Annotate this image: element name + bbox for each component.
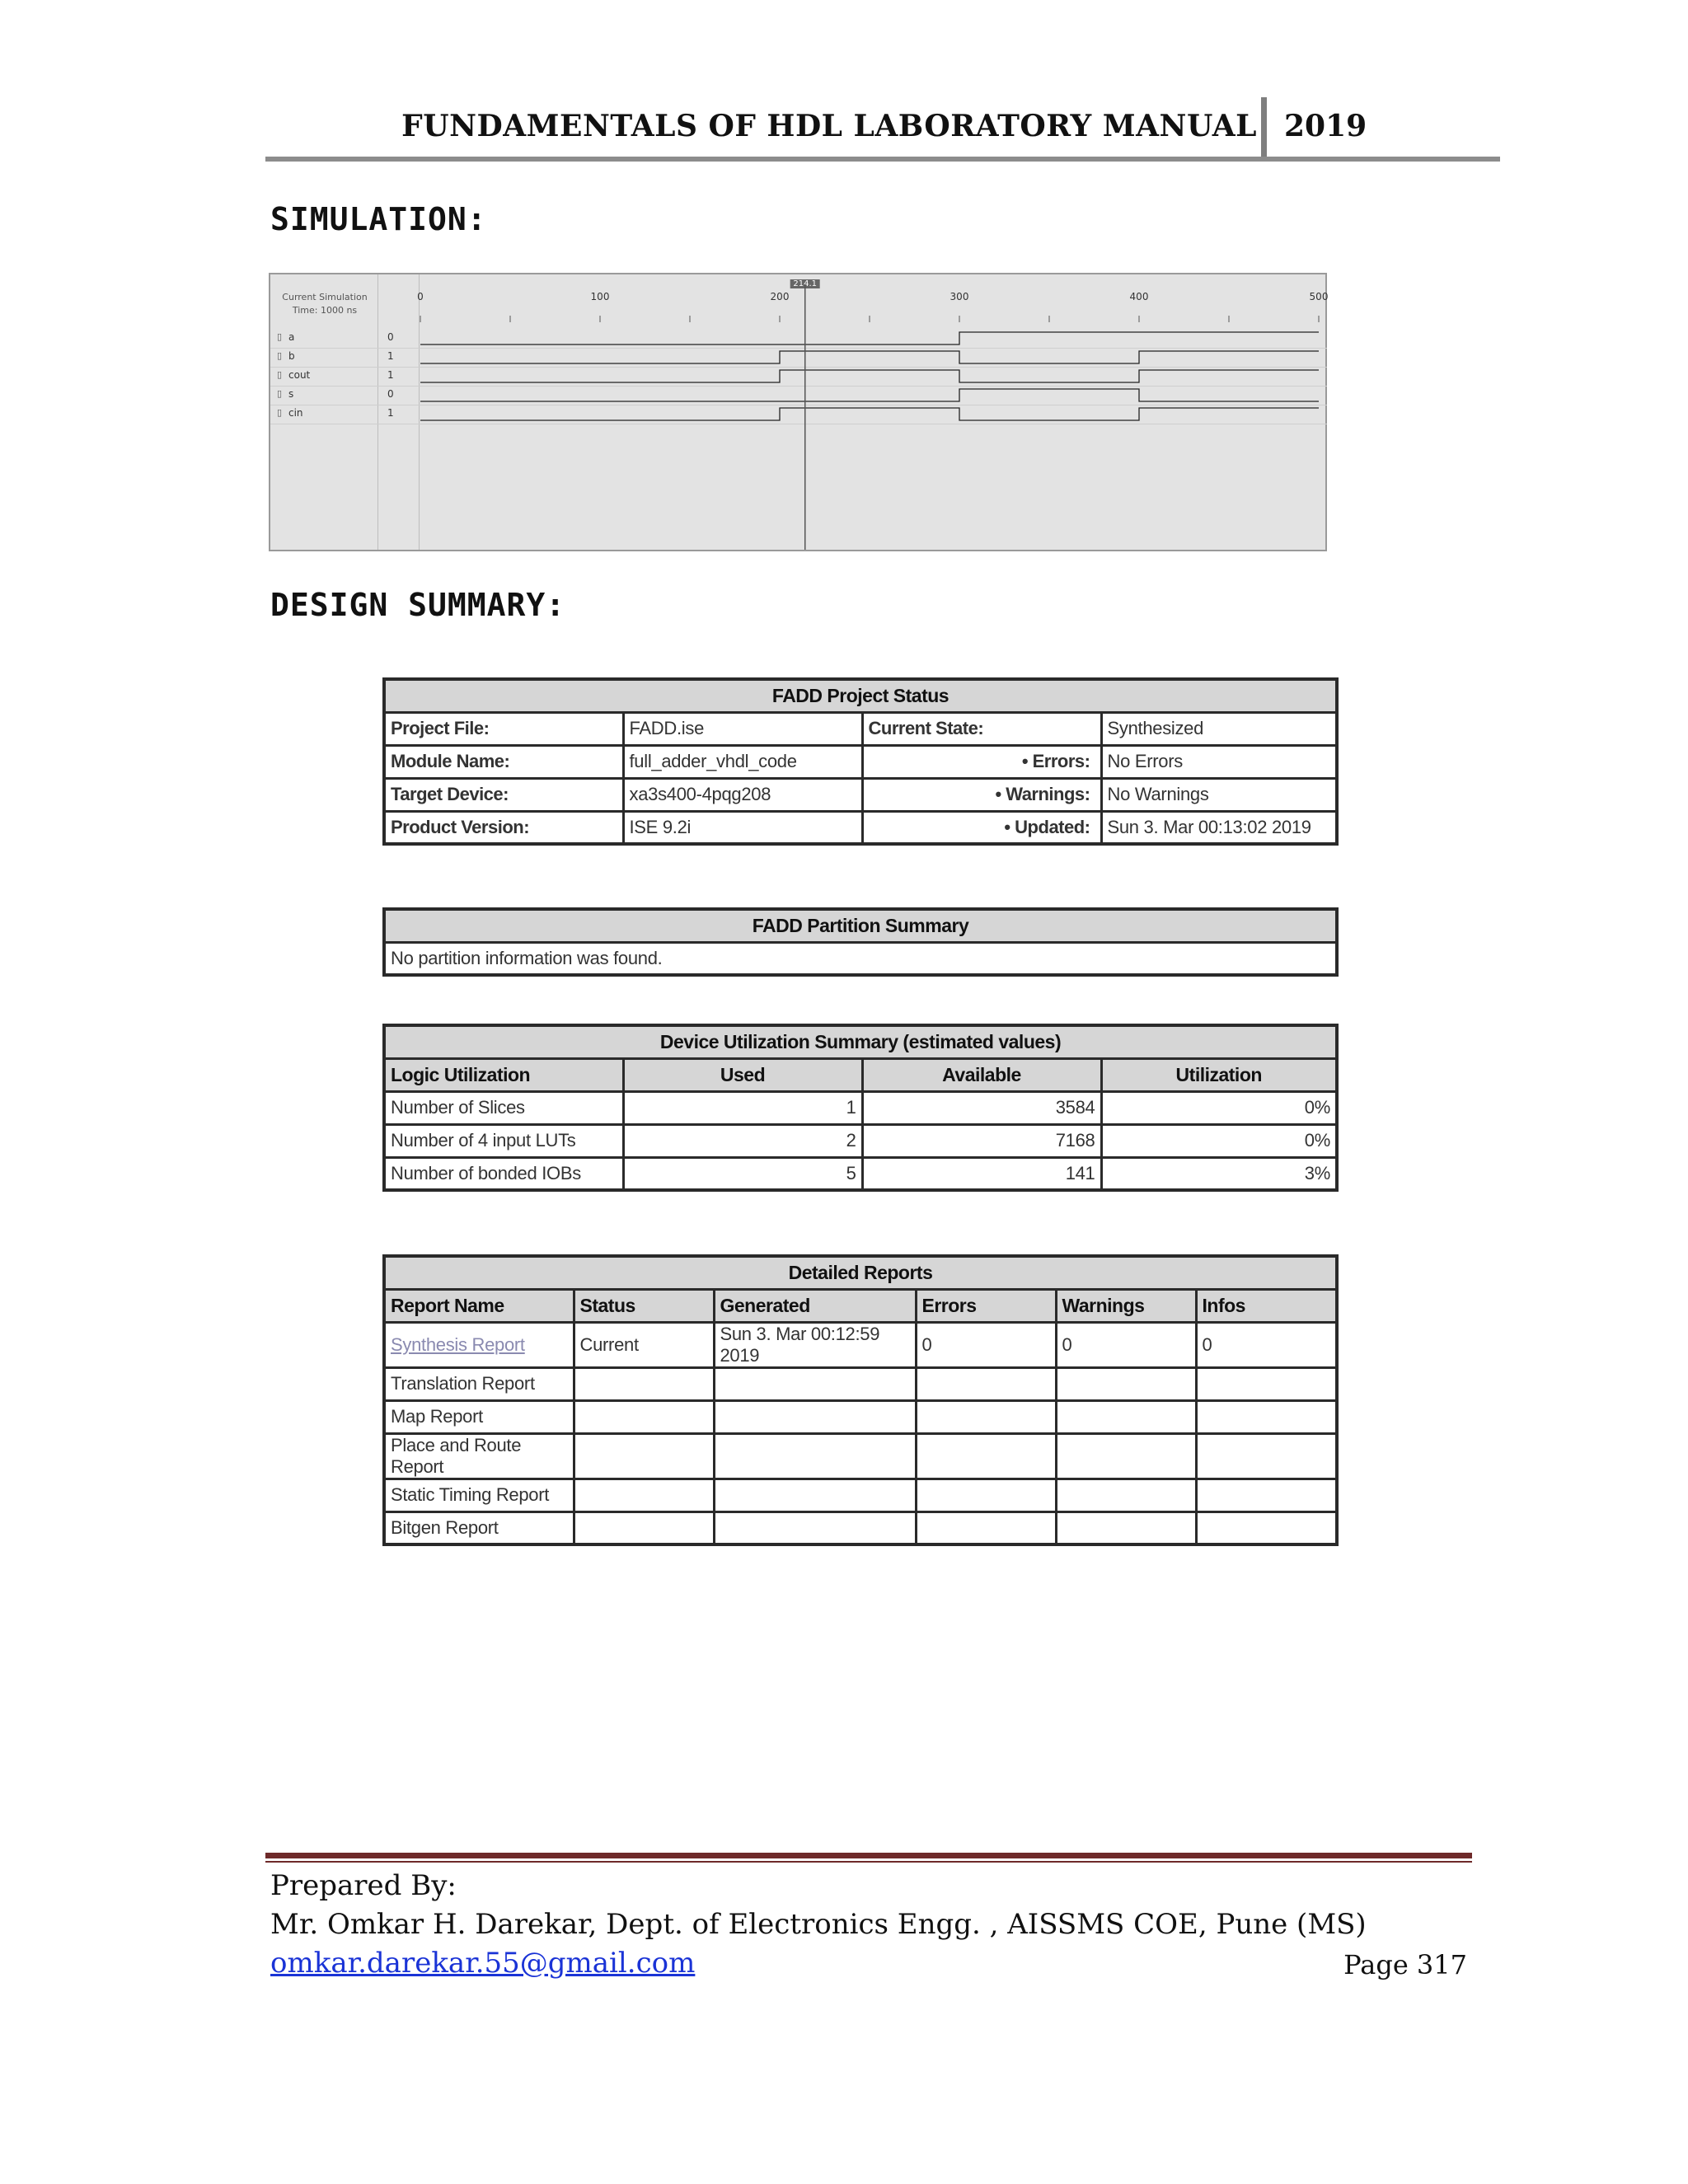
table-cell — [574, 1400, 714, 1433]
signal-icon: ▯ — [277, 388, 283, 399]
table-row — [384, 1157, 1337, 1190]
table-cell — [916, 1433, 1056, 1479]
table-cell — [714, 1367, 916, 1400]
table-cell — [1056, 1400, 1196, 1433]
table-cell: 3584 — [862, 1091, 1101, 1124]
field-value: Synthesized — [1101, 712, 1337, 745]
email-line — [270, 1947, 695, 1980]
author-email-link[interactable]: omkar.darekar.55@gmail.com — [270, 1947, 696, 1980]
field-value: full_adder_vhdl_code — [623, 745, 862, 778]
waveform-trace — [420, 389, 1319, 401]
field-label: • Warnings: — [862, 778, 1101, 811]
table-cell — [1196, 1367, 1337, 1400]
table-cell — [714, 1433, 916, 1479]
signal-name[interactable]: s — [288, 388, 294, 400]
table-cell: 141 — [862, 1157, 1101, 1190]
signal-name[interactable]: cin — [288, 407, 303, 419]
simulation-heading: SIMULATION: — [270, 201, 487, 237]
detailed-reports-table — [382, 1254, 1339, 1546]
signal-icon: ▯ — [277, 407, 283, 418]
field-label: Project File: — [384, 712, 623, 745]
table-cell: Map Report — [384, 1400, 574, 1433]
table-row — [384, 1322, 1337, 1367]
column-header: Used — [623, 1058, 862, 1091]
column-header: Logic Utilization — [384, 1058, 623, 1091]
table-row — [384, 811, 1337, 844]
table-row — [384, 778, 1337, 811]
device-utilization-caption: Device Utilization Summary (estimated values) — [384, 1025, 1337, 1058]
time-value: Time: 1000 ns — [292, 305, 358, 316]
table-cell — [1056, 1511, 1196, 1544]
table-cell: Place and Route Report — [384, 1433, 574, 1479]
table-cell: 5 — [623, 1157, 862, 1190]
header-separator — [1261, 97, 1267, 158]
footer-rule — [265, 1853, 1472, 1858]
table-cell: 3% — [1101, 1157, 1337, 1190]
column-header: Utilization — [1101, 1058, 1337, 1091]
table-cell — [1196, 1479, 1337, 1511]
column-header: Infos — [1196, 1289, 1337, 1322]
simulation-waveform — [269, 273, 1327, 551]
column-header: Report Name — [384, 1289, 574, 1322]
waveform-trace — [420, 408, 1319, 420]
axis-tick-label: 400 — [1129, 291, 1149, 302]
detailed-reports-caption: Detailed Reports — [384, 1256, 1337, 1289]
signal-value: 0 — [387, 331, 394, 343]
column-header: Available — [862, 1058, 1101, 1091]
waveform-plot — [270, 274, 1325, 550]
synthesis-report-link[interactable]: Synthesis Report — [391, 1333, 525, 1355]
prepared-by-label: Prepared By: — [270, 1869, 457, 1902]
signal-icon: ▯ — [277, 331, 283, 342]
table-cell: Number of 4 input LUTs — [384, 1124, 623, 1157]
table-cell: 2 — [623, 1124, 862, 1157]
column-header: Warnings — [1056, 1289, 1196, 1322]
axis-tick-label: 100 — [590, 291, 610, 302]
table-row — [384, 712, 1337, 745]
table-cell — [574, 1511, 714, 1544]
partition-info-text: No partition information was found. — [384, 942, 1337, 975]
field-label: Target Device: — [384, 778, 623, 811]
signal-icon: ▯ — [277, 369, 283, 380]
table-cell — [1056, 1479, 1196, 1511]
table-row — [384, 1433, 1337, 1479]
field-value: No Errors — [1101, 745, 1337, 778]
page-header — [265, 97, 1500, 163]
table-cell — [574, 1433, 714, 1479]
table-cell — [916, 1511, 1056, 1544]
table-cell — [714, 1479, 916, 1511]
table-cell — [1196, 1433, 1337, 1479]
axis-tick-label: 300 — [950, 291, 969, 302]
field-label: Current State: — [862, 712, 1101, 745]
table-cell — [916, 1400, 1056, 1433]
waveform-trace — [420, 370, 1319, 382]
table-cell — [1056, 1367, 1196, 1400]
manual-year: 2019 — [1284, 109, 1367, 143]
table-header-row — [384, 1058, 1337, 1091]
device-utilization-table — [382, 1024, 1339, 1192]
table-row — [384, 1400, 1337, 1433]
table-row — [384, 942, 1337, 975]
signal-name[interactable]: cout — [288, 369, 311, 381]
column-header: Generated — [714, 1289, 916, 1322]
field-value: ISE 9.2i — [623, 811, 862, 844]
header-rule — [265, 157, 1500, 162]
field-value: xa3s400-4pqg208 — [623, 778, 862, 811]
table-row — [384, 1124, 1337, 1157]
table-cell: Static Timing Report — [384, 1479, 574, 1511]
table-cell — [714, 1511, 916, 1544]
table-cell — [714, 1400, 916, 1433]
field-value: No Warnings — [1101, 778, 1337, 811]
page-number: Page 317 — [1343, 1949, 1467, 1980]
table-cell — [1196, 1400, 1337, 1433]
project-status-table — [382, 677, 1339, 846]
table-header-row — [384, 1289, 1337, 1322]
cursor-time-label: 214.1 — [790, 279, 820, 288]
axis-tick-label: 500 — [1309, 291, 1329, 302]
field-label: Module Name: — [384, 745, 623, 778]
field-value: Sun 3. Mar 00:13:02 2019 — [1101, 811, 1337, 844]
table-cell: 1 — [623, 1091, 862, 1124]
table-cell — [1056, 1433, 1196, 1479]
signal-name[interactable]: b — [288, 350, 295, 362]
table-cell: 0 — [1056, 1322, 1196, 1367]
table-row — [384, 1367, 1337, 1400]
table-row — [384, 1511, 1337, 1544]
field-value: FADD.ise — [623, 712, 862, 745]
axis-tick-label: 0 — [417, 291, 424, 302]
table-cell: 7168 — [862, 1124, 1101, 1157]
report-link-cell — [384, 1322, 574, 1367]
footer-rule-thin — [265, 1861, 1472, 1863]
table-row — [384, 1479, 1337, 1511]
table-cell: Translation Report — [384, 1367, 574, 1400]
table-cell — [916, 1479, 1056, 1511]
field-label: • Errors: — [862, 745, 1101, 778]
field-label: • Updated: — [862, 811, 1101, 844]
table-cell: 0% — [1101, 1124, 1337, 1157]
design-summary-heading: DESIGN SUMMARY: — [270, 587, 566, 623]
axis-tick-label: 200 — [770, 291, 790, 302]
partition-summary-table — [382, 907, 1339, 977]
table-cell: 0 — [916, 1322, 1056, 1367]
table-cell: Number of Slices — [384, 1091, 623, 1124]
project-status-caption: FADD Project Status — [384, 679, 1337, 712]
signal-icon: ▯ — [277, 350, 283, 361]
waveform-trace — [420, 351, 1319, 363]
column-header: Status — [574, 1289, 714, 1322]
manual-title: FUNDAMENTALS OF HDL LABORATORY MANUAL — [401, 109, 1257, 143]
table-cell: 0% — [1101, 1091, 1337, 1124]
column-header: Errors — [916, 1289, 1056, 1322]
signal-value: 1 — [387, 369, 394, 381]
time-label: Current Simulation — [282, 292, 368, 302]
table-cell — [1196, 1511, 1337, 1544]
signal-value: 0 — [387, 388, 394, 400]
table-cell: Sun 3. Mar 00:12:59 2019 — [714, 1322, 916, 1367]
table-row — [384, 1091, 1337, 1124]
table-cell: 0 — [1196, 1322, 1337, 1367]
partition-summary-caption: FADD Partition Summary — [384, 909, 1337, 942]
table-cell — [916, 1367, 1056, 1400]
signal-value: 1 — [387, 350, 394, 362]
table-cell: Bitgen Report — [384, 1511, 574, 1544]
table-cell: Current — [574, 1322, 714, 1367]
signal-value: 1 — [387, 407, 394, 419]
signal-name[interactable]: a — [288, 331, 295, 343]
table-row — [384, 745, 1337, 778]
table-cell — [574, 1479, 714, 1511]
field-label: Product Version: — [384, 811, 623, 844]
waveform-trace — [420, 332, 1319, 344]
table-cell — [574, 1367, 714, 1400]
author-line: Mr. Omkar H. Darekar, Dept. of Electronics Engg. , AISSMS COE, Pune (MS) — [270, 1908, 1367, 1941]
table-cell: Number of bonded IOBs — [384, 1157, 623, 1190]
